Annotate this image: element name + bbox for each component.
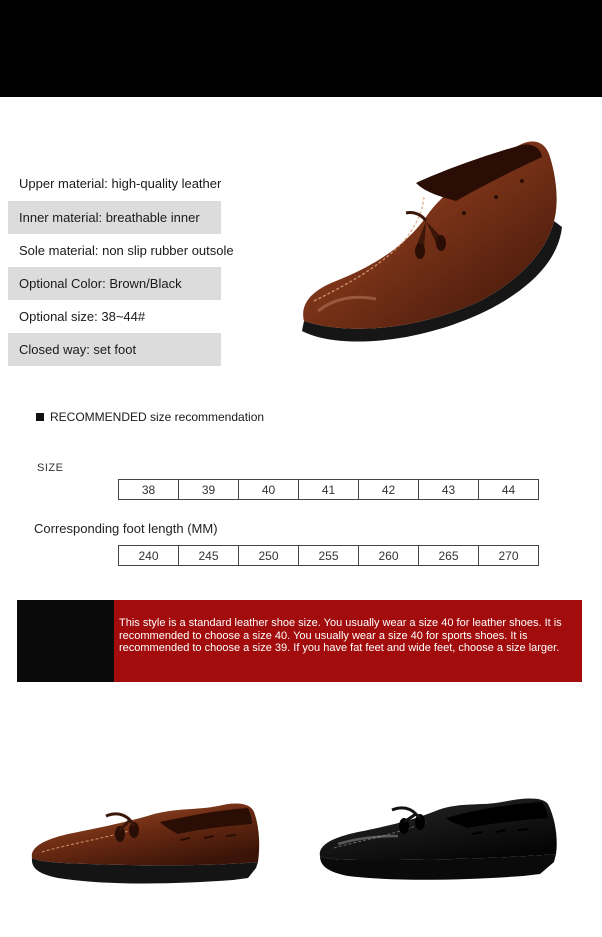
spec-closed-way: Closed way: set foot <box>8 333 221 366</box>
foot-length-cell: 265 <box>419 546 479 566</box>
size-cell: 38 <box>119 480 179 500</box>
square-bullet-icon <box>36 413 44 421</box>
foot-length-cell: 250 <box>239 546 299 566</box>
foot-length-cell: 255 <box>299 546 359 566</box>
spec-optional-color: Optional Color: Brown/Black <box>8 267 221 300</box>
foot-length-cell: 260 <box>359 546 419 566</box>
spec-sole-material: Sole material: non slip rubber outsole <box>19 243 234 258</box>
size-cell: 39 <box>179 480 239 500</box>
size-label: SIZE <box>37 462 64 474</box>
top-banner <box>0 0 602 97</box>
foot-length-cell: 240 <box>119 546 179 566</box>
spec-upper-material: Upper material: high-quality leather <box>19 176 222 191</box>
brown-loafer-side-image <box>28 792 266 892</box>
foot-length-cell: 245 <box>179 546 239 566</box>
foot-length-row <box>119 546 539 566</box>
foot-length-cell: 270 <box>479 546 539 566</box>
size-row <box>119 480 539 500</box>
foot-length-label: Corresponding foot length (MM) <box>34 521 218 536</box>
spec-optional-size: Optional size: 38~44# <box>19 309 146 324</box>
size-cell: 40 <box>239 480 299 500</box>
spec-inner-material: Inner material: breathable inner <box>8 201 221 234</box>
size-cell: 43 <box>419 480 479 500</box>
size-table <box>118 479 539 500</box>
size-cell: 42 <box>359 480 419 500</box>
size-note-text: This style is a standard leather shoe size. You usually wear a size 40 for leather shoes. It is recommended to choose a size 40. You usually wear a size 40 for sports shoes. It is recommended to choose a size 39. If you have fat feet and wide feet, choose a size larger. <box>119 617 562 654</box>
size-recommendation-heading-text: RECOMMENDED size recommendation <box>50 410 265 424</box>
foot-length-table <box>118 545 539 566</box>
note-banner-black-block <box>17 600 114 682</box>
black-loafer-side-image <box>318 782 560 886</box>
size-cell: 41 <box>299 480 359 500</box>
size-cell: 44 <box>479 480 539 500</box>
size-recommendation-heading <box>36 410 264 424</box>
brown-loafer-hero-image <box>296 135 571 355</box>
